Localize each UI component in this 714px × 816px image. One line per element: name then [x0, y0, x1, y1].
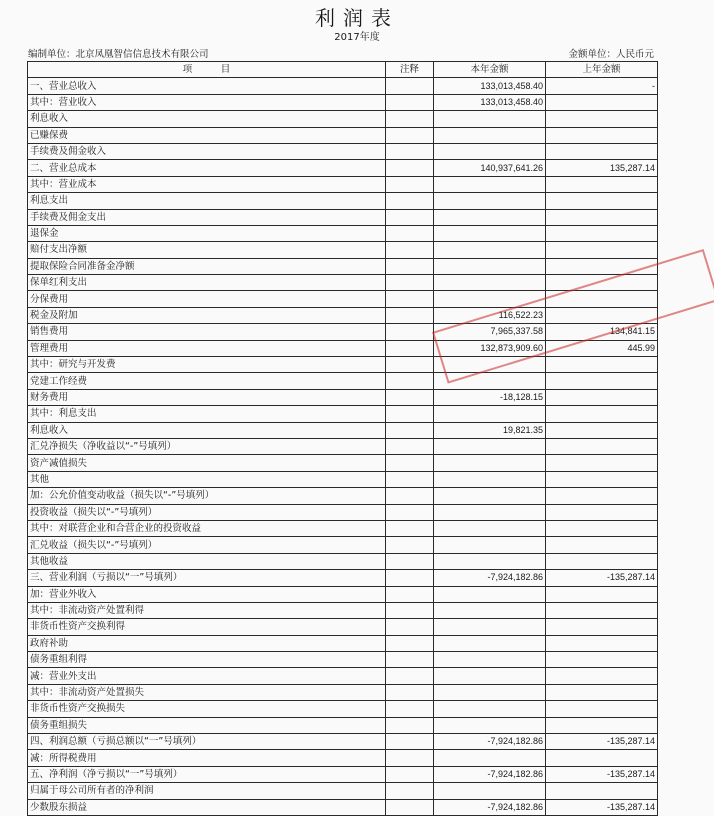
table-row	[28, 684, 658, 700]
row-current-amount	[434, 717, 546, 733]
table-row	[28, 242, 658, 258]
row-label: 手续费及佣金支出	[28, 209, 386, 225]
row-label: 其中：非流动资产处置损失	[28, 684, 386, 700]
table-row	[28, 652, 658, 668]
row-current-amount	[434, 668, 546, 684]
row-current-amount: 19,821.35	[434, 422, 546, 438]
row-current-amount	[434, 635, 546, 651]
row-label: 分保费用	[28, 291, 386, 307]
row-prior-amount	[546, 225, 658, 241]
table-row	[28, 750, 658, 766]
row-prior-amount	[546, 438, 658, 454]
table-row	[28, 340, 658, 356]
row-label: 非货币性资产交换损失	[28, 701, 386, 717]
table-row	[28, 701, 658, 717]
row-current-amount	[434, 520, 546, 536]
row-note	[386, 225, 434, 241]
table-row	[28, 291, 658, 307]
row-current-amount: 133,013,458.40	[434, 78, 546, 94]
row-current-amount: -18,128.15	[434, 389, 546, 405]
row-label: 党建工作经费	[28, 373, 386, 389]
row-note	[386, 422, 434, 438]
table-header-row	[28, 62, 658, 78]
row-current-amount	[434, 275, 546, 291]
row-current-amount: 7,965,337.58	[434, 324, 546, 340]
row-prior-amount: -	[546, 78, 658, 94]
row-label: 四、利润总额（亏损总额以“一”号填列）	[28, 734, 386, 750]
row-note	[386, 291, 434, 307]
report-period: 2017年度	[334, 32, 380, 43]
row-note	[386, 652, 434, 668]
currency-unit: 金额单位：人民币元	[568, 49, 654, 60]
row-note	[386, 357, 434, 373]
row-label: 其中：研究与开发费	[28, 357, 386, 373]
row-current-amount: 140,937,641.26	[434, 160, 546, 176]
table-row	[28, 373, 658, 389]
row-prior-amount: 445.99	[546, 340, 658, 356]
row-current-amount: -7,924,182.86	[434, 766, 546, 782]
row-prior-amount	[546, 701, 658, 717]
table-row	[28, 307, 658, 323]
column-header-current-year: 本年金额	[434, 62, 546, 78]
row-label: 其中：对联营企业和合营企业的投资收益	[28, 520, 386, 536]
table-row	[28, 406, 658, 422]
row-note	[386, 717, 434, 733]
row-label: 投资收益（损失以“-”号填列）	[28, 504, 386, 520]
row-current-amount	[434, 242, 546, 258]
table-row	[28, 668, 658, 684]
row-current-amount	[434, 291, 546, 307]
row-label: 二、营业总成本	[28, 160, 386, 176]
row-note	[386, 438, 434, 454]
row-label: 减：所得税费用	[28, 750, 386, 766]
row-note	[386, 783, 434, 799]
row-note	[386, 668, 434, 684]
row-prior-amount: -135,287.14	[546, 734, 658, 750]
table-row	[28, 537, 658, 553]
row-label: 债务重组利得	[28, 652, 386, 668]
row-note	[386, 209, 434, 225]
row-label: 一、营业总收入	[28, 78, 386, 94]
row-note	[386, 94, 434, 110]
row-label: 利息收入	[28, 422, 386, 438]
row-note	[386, 553, 434, 569]
row-current-amount	[434, 488, 546, 504]
page-title: 利润表	[315, 6, 399, 30]
row-current-amount	[434, 701, 546, 717]
table-row	[28, 602, 658, 618]
row-prior-amount	[546, 619, 658, 635]
row-note	[386, 766, 434, 782]
row-current-amount	[434, 750, 546, 766]
row-current-amount: -7,924,182.86	[434, 570, 546, 586]
row-prior-amount	[546, 586, 658, 602]
row-label: 税金及附加	[28, 307, 386, 323]
row-prior-amount	[546, 143, 658, 159]
row-prior-amount: -135,287.14	[546, 766, 658, 782]
table-row	[28, 619, 658, 635]
table-row	[28, 127, 658, 143]
row-note	[386, 111, 434, 127]
table-row	[28, 389, 658, 405]
row-prior-amount: 134,841.15	[546, 324, 658, 340]
row-label: 已赚保费	[28, 127, 386, 143]
table-row	[28, 570, 658, 586]
row-current-amount	[434, 406, 546, 422]
row-note	[386, 750, 434, 766]
row-note	[386, 471, 434, 487]
table-row	[28, 734, 658, 750]
table-row	[28, 488, 658, 504]
table-row	[28, 717, 658, 733]
table-row	[28, 78, 658, 94]
table-row	[28, 258, 658, 274]
row-current-amount	[434, 357, 546, 373]
row-note	[386, 373, 434, 389]
row-label: 其中：营业收入	[28, 94, 386, 110]
row-current-amount	[434, 684, 546, 700]
row-prior-amount	[546, 783, 658, 799]
row-label: 利息支出	[28, 193, 386, 209]
table-row	[28, 586, 658, 602]
row-prior-amount	[546, 684, 658, 700]
row-note	[386, 127, 434, 143]
row-prior-amount	[546, 635, 658, 651]
row-label: 手续费及佣金收入	[28, 143, 386, 159]
row-current-amount	[434, 111, 546, 127]
row-label: 加：营业外收入	[28, 586, 386, 602]
row-label: 政府补助	[28, 635, 386, 651]
row-prior-amount	[546, 750, 658, 766]
row-current-amount	[434, 652, 546, 668]
row-label: 其中：营业成本	[28, 176, 386, 192]
table-row	[28, 766, 658, 782]
row-current-amount	[434, 504, 546, 520]
row-prior-amount	[546, 242, 658, 258]
table-row	[28, 471, 658, 487]
table-row	[28, 422, 658, 438]
row-current-amount	[434, 783, 546, 799]
row-label: 归属于母公司所有者的净利润	[28, 783, 386, 799]
table-row	[28, 225, 658, 241]
row-current-amount	[434, 373, 546, 389]
row-current-amount: -7,924,182.86	[434, 799, 546, 815]
row-note	[386, 160, 434, 176]
row-current-amount	[434, 258, 546, 274]
row-prior-amount	[546, 127, 658, 143]
table-row	[28, 520, 658, 536]
row-note	[386, 701, 434, 717]
row-prior-amount	[546, 520, 658, 536]
table-row	[28, 111, 658, 127]
row-prior-amount	[546, 94, 658, 110]
row-current-amount: 132,873,909.60	[434, 340, 546, 356]
row-label: 其他	[28, 471, 386, 487]
row-note	[386, 504, 434, 520]
table-row	[28, 799, 658, 815]
row-current-amount	[434, 209, 546, 225]
row-note	[386, 602, 434, 618]
row-current-amount	[434, 586, 546, 602]
row-note	[386, 520, 434, 536]
table-row	[28, 324, 658, 340]
row-note	[386, 799, 434, 815]
income-statement-table	[27, 61, 658, 816]
row-current-amount	[434, 193, 546, 209]
row-label: 非货币性资产交换利得	[28, 619, 386, 635]
row-current-amount	[434, 143, 546, 159]
row-note	[386, 406, 434, 422]
table-row	[28, 275, 658, 291]
row-note	[386, 275, 434, 291]
row-prior-amount	[546, 717, 658, 733]
row-label: 销售费用	[28, 324, 386, 340]
row-label: 加：公允价值变动收益（损失以“-”号填列）	[28, 488, 386, 504]
row-prior-amount	[546, 357, 658, 373]
row-prior-amount	[546, 193, 658, 209]
row-label: 三、营业利润（亏损以“一”号填列）	[28, 570, 386, 586]
row-current-amount	[434, 176, 546, 192]
row-current-amount	[434, 537, 546, 553]
row-prior-amount	[546, 537, 658, 553]
row-prior-amount	[546, 652, 658, 668]
row-label: 管理费用	[28, 340, 386, 356]
row-note	[386, 258, 434, 274]
row-note	[386, 307, 434, 323]
row-label: 其中：非流动资产处置利得	[28, 602, 386, 618]
row-note	[386, 193, 434, 209]
row-label: 其他收益	[28, 553, 386, 569]
row-note	[386, 570, 434, 586]
row-current-amount	[434, 225, 546, 241]
row-label: 五、净利润（净亏损以“一”号填列）	[28, 766, 386, 782]
row-prior-amount	[546, 373, 658, 389]
table-row	[28, 143, 658, 159]
row-note	[386, 537, 434, 553]
table-row	[28, 94, 658, 110]
row-label: 保单红利支出	[28, 275, 386, 291]
row-note	[386, 176, 434, 192]
row-current-amount	[434, 619, 546, 635]
table-row	[28, 635, 658, 651]
row-label: 汇兑收益（损失以“-”号填列）	[28, 537, 386, 553]
table-row	[28, 455, 658, 471]
row-prior-amount	[546, 111, 658, 127]
row-note	[386, 324, 434, 340]
row-label: 提取保险合同准备金净额	[28, 258, 386, 274]
row-note	[386, 340, 434, 356]
row-note	[386, 684, 434, 700]
row-note	[386, 242, 434, 258]
row-current-amount: 116,522.23	[434, 307, 546, 323]
row-prior-amount	[546, 275, 658, 291]
row-label: 其中：利息支出	[28, 406, 386, 422]
row-note	[386, 78, 434, 94]
row-prior-amount	[546, 553, 658, 569]
row-prior-amount: -135,287.14	[546, 570, 658, 586]
row-prior-amount: 135,287.14	[546, 160, 658, 176]
row-prior-amount	[546, 209, 658, 225]
row-prior-amount	[546, 258, 658, 274]
row-current-amount	[434, 127, 546, 143]
row-current-amount	[434, 438, 546, 454]
row-prior-amount	[546, 668, 658, 684]
row-prior-amount	[546, 406, 658, 422]
row-prior-amount	[546, 488, 658, 504]
row-current-amount	[434, 602, 546, 618]
row-prior-amount	[546, 422, 658, 438]
row-note	[386, 389, 434, 405]
table-row	[28, 160, 658, 176]
row-label: 债务重组损失	[28, 717, 386, 733]
row-note	[386, 635, 434, 651]
row-note	[386, 488, 434, 504]
row-prior-amount: -135,287.14	[546, 799, 658, 815]
row-note	[386, 455, 434, 471]
column-header-prior-year: 上年金额	[546, 62, 658, 78]
row-current-amount	[434, 455, 546, 471]
row-current-amount	[434, 553, 546, 569]
table-row	[28, 193, 658, 209]
row-label: 赔付支出净额	[28, 242, 386, 258]
row-prior-amount	[546, 307, 658, 323]
row-label: 少数股东损益	[28, 799, 386, 815]
table-row	[28, 504, 658, 520]
row-prior-amount	[546, 471, 658, 487]
row-note	[386, 619, 434, 635]
row-note	[386, 586, 434, 602]
table-row	[28, 553, 658, 569]
table-row	[28, 357, 658, 373]
row-prior-amount	[546, 602, 658, 618]
row-label: 财务费用	[28, 389, 386, 405]
row-label: 资产减值损失	[28, 455, 386, 471]
row-current-amount: -7,924,182.86	[434, 734, 546, 750]
column-header-item: 项 目	[28, 62, 386, 78]
row-label: 退保金	[28, 225, 386, 241]
row-prior-amount	[546, 504, 658, 520]
row-note	[386, 143, 434, 159]
row-label: 利息收入	[28, 111, 386, 127]
column-header-note: 注释	[386, 62, 434, 78]
row-prior-amount	[546, 455, 658, 471]
row-prior-amount	[546, 176, 658, 192]
table-row	[28, 209, 658, 225]
table-row	[28, 438, 658, 454]
row-current-amount	[434, 471, 546, 487]
row-label: 汇兑净损失（净收益以“-”号填列）	[28, 438, 386, 454]
row-prior-amount	[546, 291, 658, 307]
row-prior-amount	[546, 389, 658, 405]
company-name: 编制单位：北京凤凰智信信息技术有限公司	[28, 49, 209, 60]
table-row	[28, 783, 658, 799]
row-note	[386, 734, 434, 750]
table-row	[28, 176, 658, 192]
row-label: 减：营业外支出	[28, 668, 386, 684]
row-current-amount: 133,013,458.40	[434, 94, 546, 110]
